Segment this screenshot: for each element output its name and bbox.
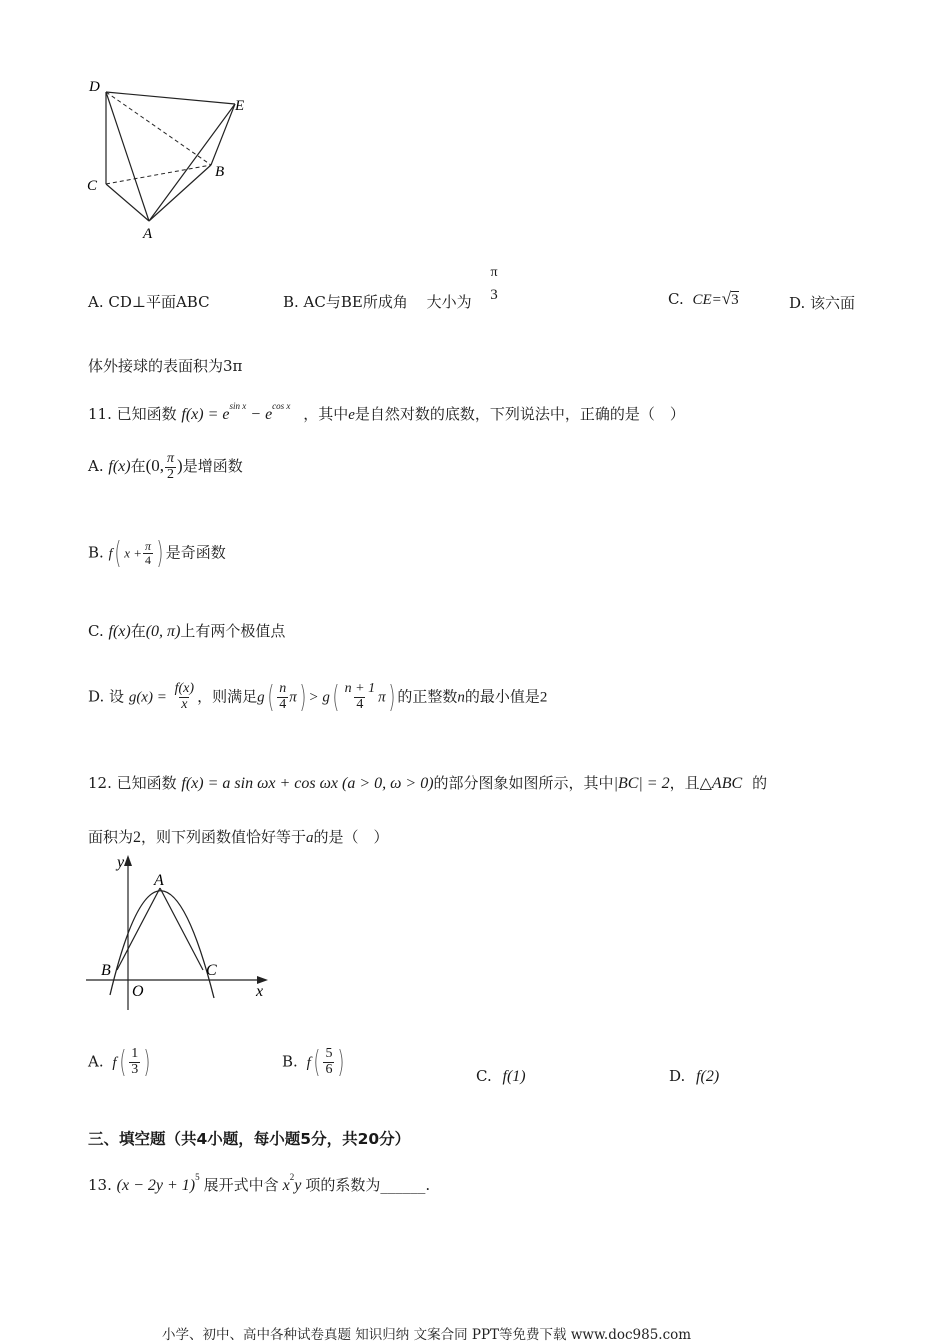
label-O: O xyxy=(132,983,144,1000)
q12-stem-line1: 12. 已知函数 f(x) = a sin ωx + cos ωx (a > 0, ω > 0)的部分图象如图所示，其中|BC| = 2，且△ABC 的 xyxy=(88,774,768,792)
label-E: E xyxy=(235,98,245,114)
label-C: C xyxy=(87,178,98,194)
q11-option-d: D. 设 g(x) = $\frac{f(x)}{x}$ ，则满足g( $\frac{n}{4}$ π) > g( $\frac{n + 1}{4}$ π) 的正整数n的最小值是2 xyxy=(88,680,548,715)
edge-DE xyxy=(106,92,235,104)
q13-stem: 13. $(x - 2y + 1)^5$ 展开式中含 $x^2y$ 项的系数为______. xyxy=(88,1172,431,1194)
q12-option-c: C. f(1) xyxy=(476,1067,526,1085)
edge-DB xyxy=(106,92,211,165)
function-graph xyxy=(82,850,282,1015)
label-A: A xyxy=(143,226,153,242)
q11-option-b: B. f( x + $\frac{\pi}{4}$ ) 是奇函数 xyxy=(88,536,226,571)
q12-stem-line2: 面积为2，则下列函数值恰好等于a的是（ ） xyxy=(88,828,389,846)
q10-b-fraction: π 3 xyxy=(490,265,498,303)
label-x: x xyxy=(256,983,264,1000)
q10-option-d-cont: 体外接球的表面积为3π xyxy=(88,357,243,375)
edge-AB xyxy=(149,165,211,221)
label-D: D xyxy=(89,79,100,95)
y-axis-arrow xyxy=(124,855,132,866)
edge-DA xyxy=(106,92,149,221)
page-footer[interactable]: 小学、初中、高中各种试卷真题 知识归纳 文案合同 PPT等免费下载 www.doc985.com xyxy=(162,1327,692,1343)
edge-AE xyxy=(149,104,235,221)
q10-option-b: B. AC与BE所成角 大小为 xyxy=(283,293,472,311)
sine-curve xyxy=(110,891,214,998)
label-B: B xyxy=(215,164,225,180)
segment-BA xyxy=(117,888,160,970)
section-title-fill-in: 三、填空题（共4小题，每小题5分，共20分） xyxy=(88,1130,411,1148)
q11-option-a: A. f(x)在(0, $\frac{\pi}{2}$ )是增函数 xyxy=(88,451,243,482)
edge-BE xyxy=(211,104,235,165)
q10-option-a: A. CD⊥平面ABC xyxy=(88,293,210,311)
label-C: C xyxy=(206,962,217,979)
geometry-figure xyxy=(80,72,270,242)
q12-option-d: D. f(2) xyxy=(669,1067,720,1085)
q12-option-a: A. f( $\frac{1}{3}$ ) xyxy=(88,1045,151,1080)
edge-CB xyxy=(106,165,211,184)
label-y: y xyxy=(117,854,125,871)
q12-option-b: B. f( $\frac{5}{6}$ ) xyxy=(282,1045,345,1080)
q10-option-c: C. CE=√3 xyxy=(668,289,739,308)
q10-option-d: D. 该六面 xyxy=(789,294,856,312)
label-B: B xyxy=(101,962,111,979)
label-A: A xyxy=(154,872,164,889)
q11-stem: 11. 已知函数 $f(x) = e^{sin x} - e^{cos x}$ ，其中e是自然对数的底数，下列说法中，正确的是（ ） xyxy=(88,401,685,423)
q11-option-c: C. f(x)在(0, π)上有两个极值点 xyxy=(88,622,286,640)
segment-AC xyxy=(160,888,203,970)
